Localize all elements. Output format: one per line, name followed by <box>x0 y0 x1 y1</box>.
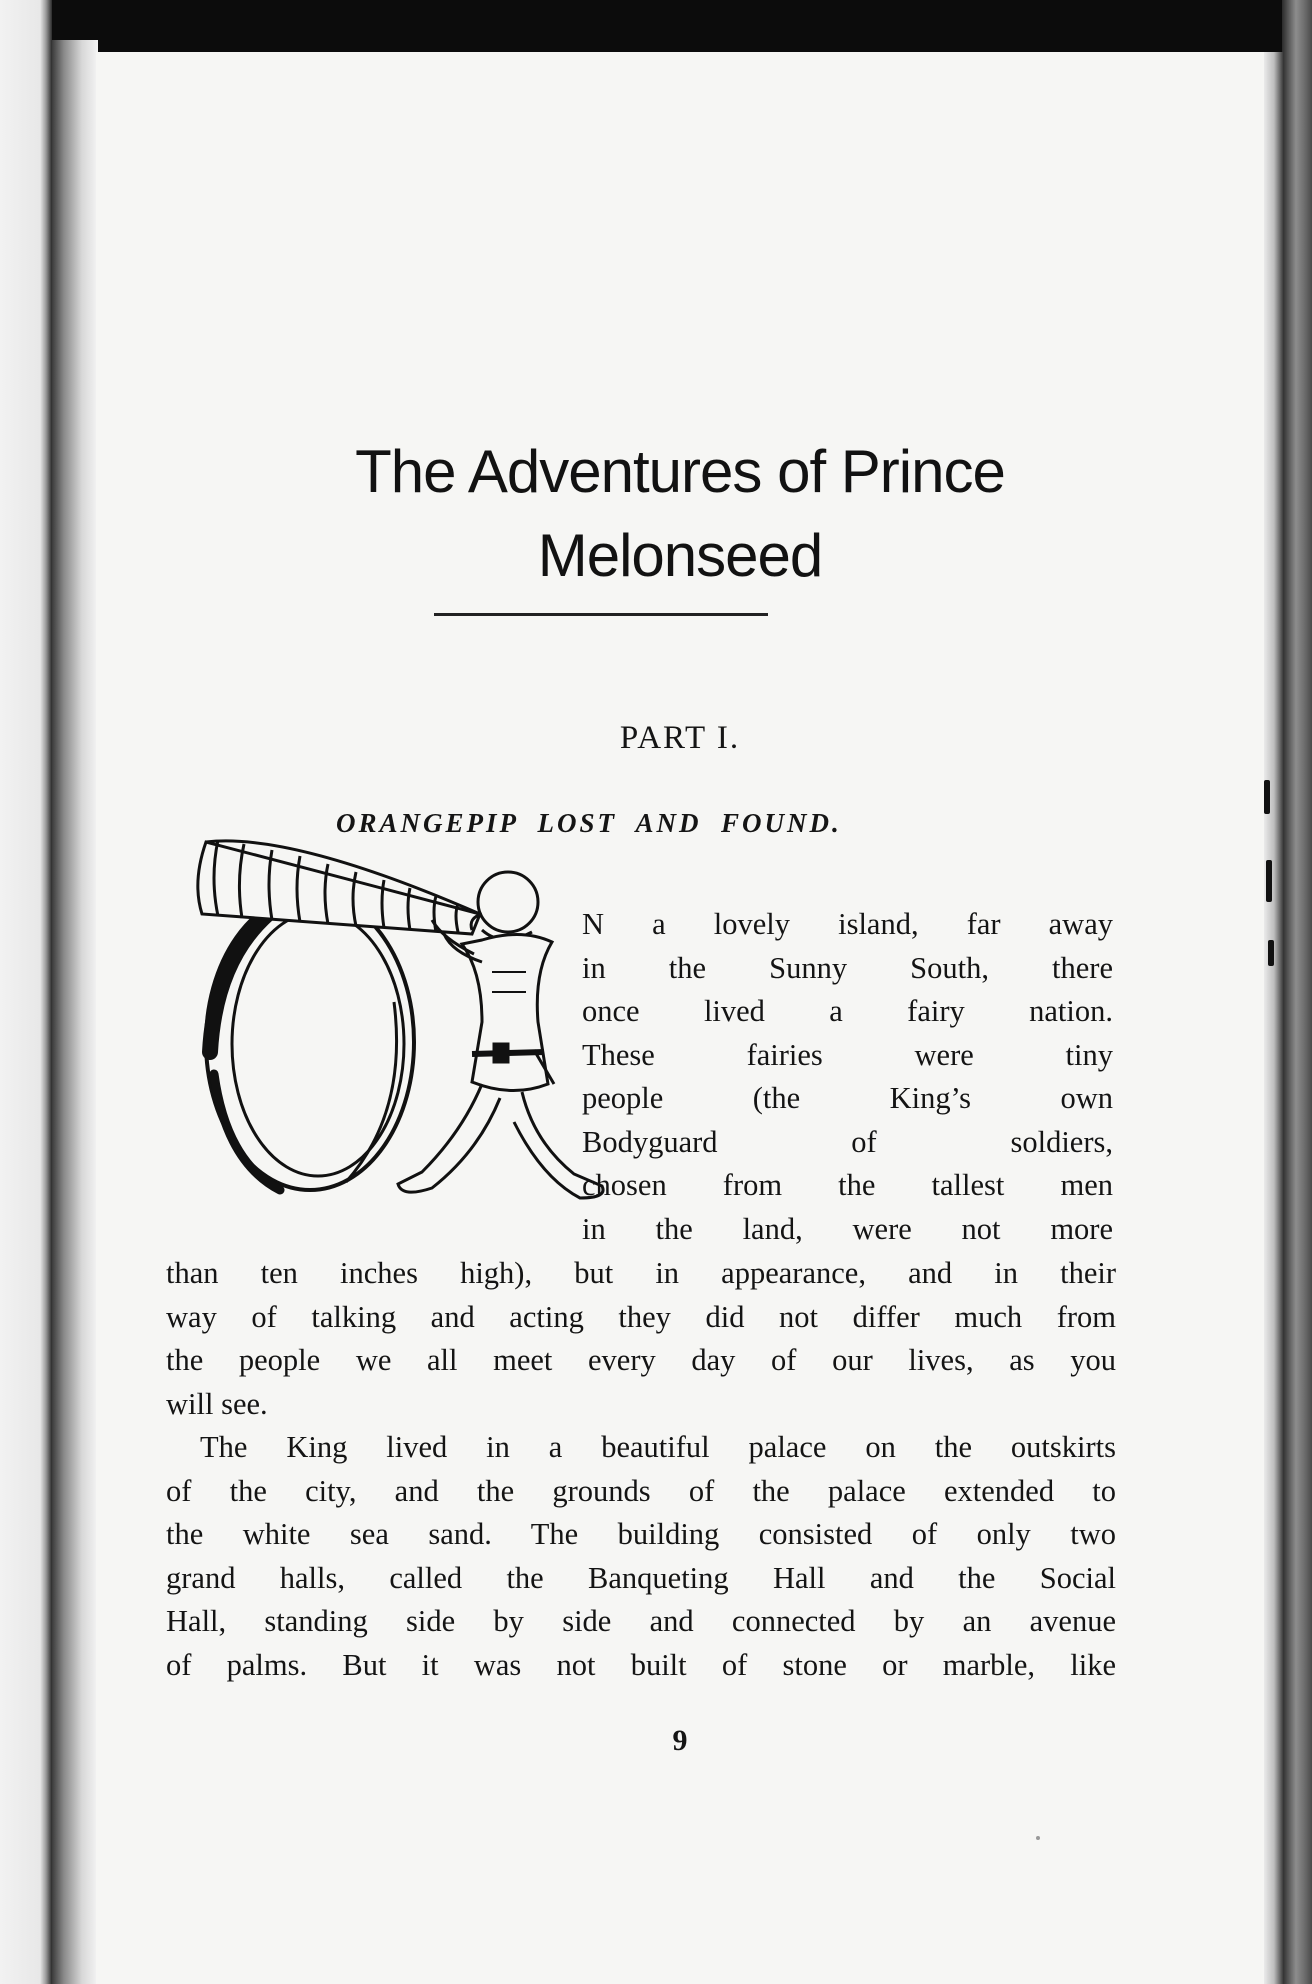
text-line: Bodyguard of soldiers, <box>582 1124 1113 1159</box>
text-line: people (the King’s own <box>582 1081 1113 1115</box>
page-gutter-shadow <box>52 40 98 1984</box>
text-line: These fairies were tiny <box>582 1037 1113 1072</box>
text-line: the people we all meet every day of our lives, as you <box>166 1343 1116 1377</box>
drop-cap-letter-o <box>206 894 414 1190</box>
text-line: once lived a fairy nation. <box>582 994 1113 1028</box>
page-title <box>96 430 1264 598</box>
title-line-2: Melonseed <box>537 522 823 589</box>
scan-right-border <box>1282 0 1312 1984</box>
text-line: chosen from the tallest men <box>582 1168 1113 1202</box>
title-divider <box>434 613 768 616</box>
title-line-1: The Adventures of Prince <box>355 438 1005 505</box>
text-line: in the Sunny South, there <box>582 950 1113 985</box>
body-text <box>166 1252 1116 1687</box>
text-line: N a lovely island, far away <box>582 907 1113 941</box>
book-page <box>96 52 1264 1984</box>
text-line: of palms. But it was not built of stone or marble, like <box>166 1647 1116 1682</box>
page-number: 9 <box>672 1724 688 1757</box>
text-line: than ten inches high), but in appearance, and in their <box>166 1256 1116 1290</box>
text-line: grand halls, called the Banqueting Hall and the Social <box>166 1560 1116 1595</box>
part-heading: PART I. <box>619 720 741 756</box>
paragraph-1-continuation <box>166 1252 1116 1426</box>
paragraph-2 <box>166 1426 1116 1687</box>
horn <box>198 840 480 934</box>
scan-left-border <box>0 0 52 1984</box>
text-line: way of talking and acting they did not differ much from <box>166 1299 1116 1334</box>
paper-speck <box>1036 1836 1040 1840</box>
chapter-title: ORANGEPIP LOST AND FOUND. <box>336 808 842 838</box>
edge-marks <box>1262 760 1276 1020</box>
text-line: the white sea sand. The building consisted of only two <box>166 1517 1116 1551</box>
text-line: The King lived in a beautiful palace on the outskirts <box>200 1430 1116 1464</box>
text-line: in the land, were not more <box>582 1211 1113 1246</box>
text-line: of the city, and the grounds of the palace extended to <box>166 1473 1116 1508</box>
text-line: will see. <box>166 1386 268 1421</box>
drop-cap-paragraph-start <box>582 903 1113 1251</box>
text-line: Hall, standing side by side and connected by an avenue <box>166 1604 1116 1638</box>
scan-top-border <box>0 0 1312 52</box>
